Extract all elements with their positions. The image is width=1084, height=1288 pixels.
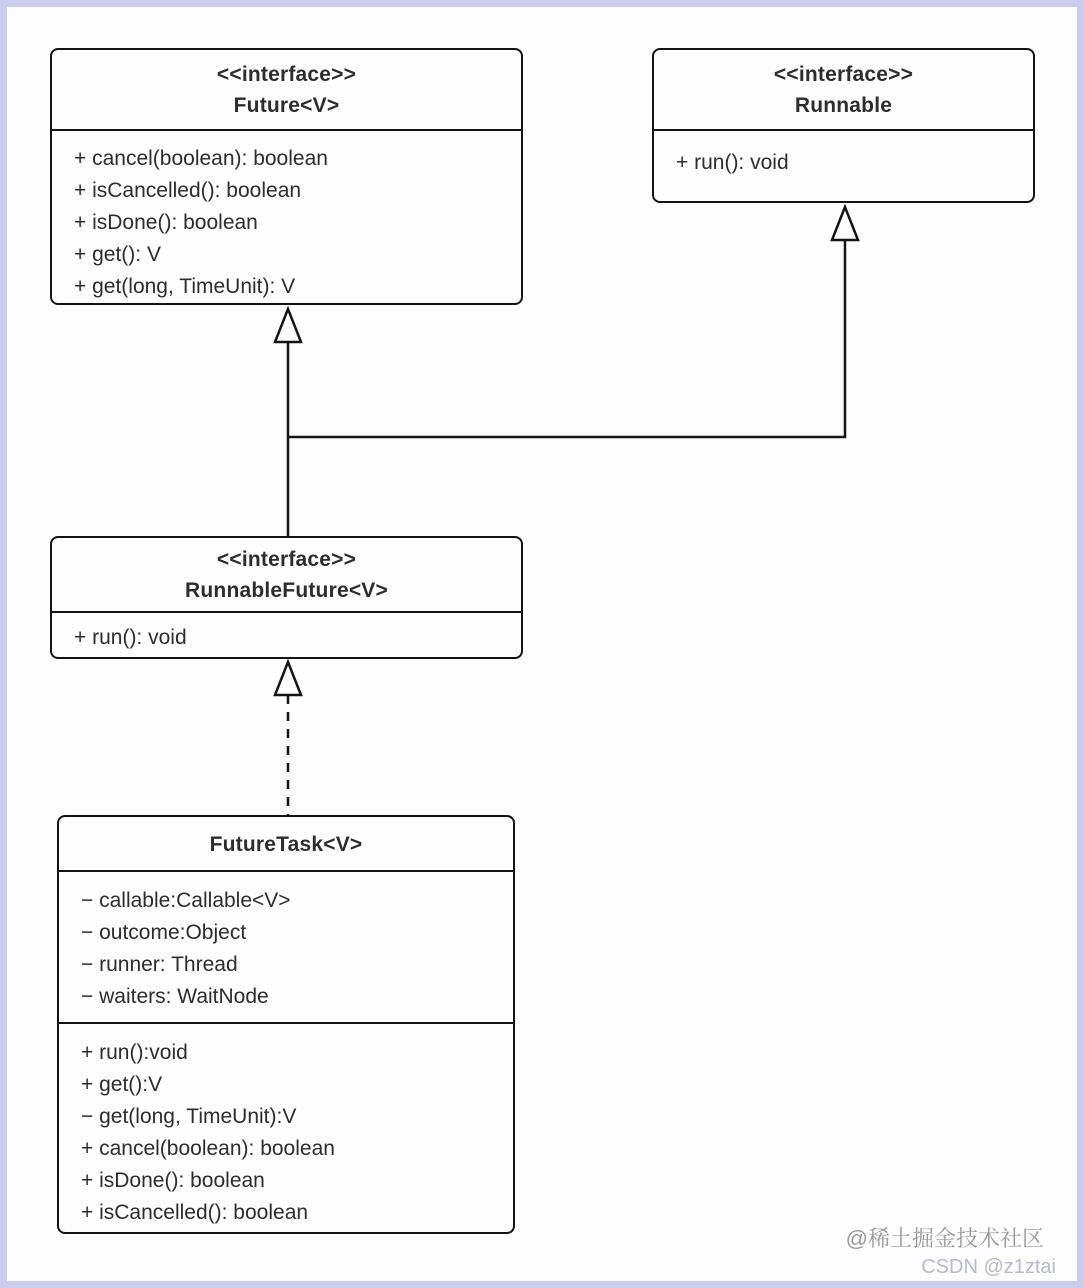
field-item: − callable:Callable<V> <box>81 889 291 912</box>
method-item: + get():V <box>81 1073 163 1096</box>
field-item: − runner: Thread <box>81 953 238 976</box>
future-name: Future<V> <box>233 94 340 117</box>
method-item: + run():void <box>81 1041 188 1064</box>
runnablefuture-interface-box <box>50 536 523 659</box>
method-item: + get(long, TimeUnit): V <box>74 275 296 298</box>
runnable-stereotype: <<interface>> <box>773 63 914 86</box>
runnable-header <box>654 50 1033 131</box>
future-interface-box <box>50 48 523 305</box>
method-item: + isDone(): boolean <box>74 211 258 234</box>
method-item: + get(): V <box>74 243 161 266</box>
runnable-name: Runnable <box>794 94 893 117</box>
method-item: + cancel(boolean): boolean <box>74 147 328 170</box>
realization-arrow-futuretask-to-runnablefuture <box>275 662 301 815</box>
method-item: + run(): void <box>676 151 789 174</box>
futuretask-name: FutureTask<V> <box>209 833 363 856</box>
future-methods <box>52 131 521 313</box>
inheritance-arrow-runnablefuture-to-future <box>275 309 301 536</box>
field-item: − outcome:Object <box>81 921 247 944</box>
watermark-csdn-user: CSDN @z1ztai <box>921 1256 1056 1278</box>
futuretask-header <box>59 817 513 872</box>
futuretask-fields <box>59 872 513 1024</box>
runnablefuture-methods <box>52 613 521 664</box>
runnablefuture-stereotype: <<interface>> <box>216 548 357 571</box>
futuretask-class-box <box>57 815 515 1234</box>
method-item: + isCancelled(): boolean <box>81 1201 309 1224</box>
runnablefuture-header <box>52 538 521 613</box>
method-item: + isDone(): boolean <box>81 1169 265 1192</box>
method-item: + run(): void <box>74 626 187 649</box>
runnablefuture-name: RunnableFuture<V> <box>185 579 388 602</box>
method-item: + isCancelled(): boolean <box>74 179 302 202</box>
future-stereotype: <<interface>> <box>216 63 357 86</box>
runnable-interface-box <box>652 48 1035 203</box>
futuretask-methods <box>59 1024 513 1239</box>
future-header <box>52 50 521 131</box>
watermark-community: @稀土掘金技术社区 <box>845 1226 1044 1251</box>
method-item: − get(long, TimeUnit):V <box>81 1105 297 1128</box>
method-item: + cancel(boolean): boolean <box>81 1137 335 1160</box>
field-item: − waiters: WaitNode <box>81 985 269 1008</box>
runnable-methods <box>654 131 1033 189</box>
